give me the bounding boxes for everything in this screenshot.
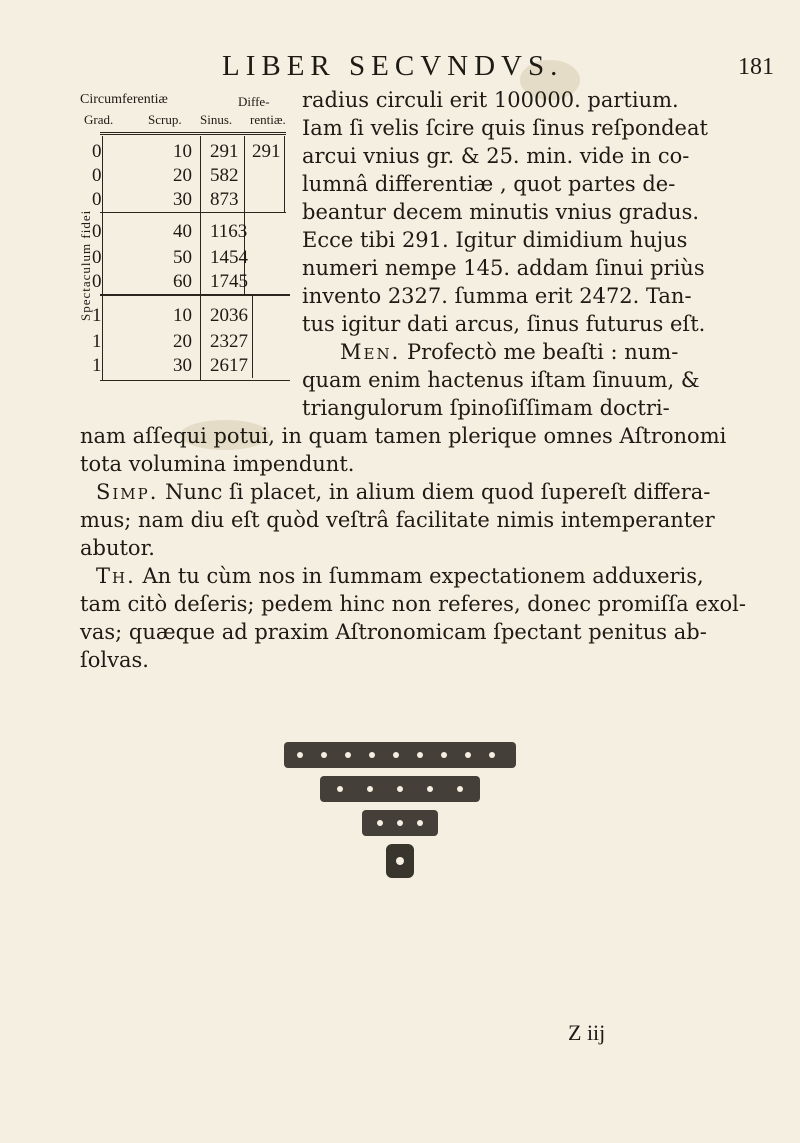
header-rentiae: rentiæ. — [250, 112, 286, 127]
text-line: tota volumina impendunt. — [80, 452, 355, 476]
difference-value: 291 — [252, 141, 281, 162]
header-grad: Grad. — [84, 112, 114, 127]
header-circumferentiae: Circumferentiæ — [80, 92, 168, 107]
cell-sinus: 873 — [210, 189, 239, 210]
text-line: ſolvas. — [80, 648, 149, 672]
text-line: quam enim hactenus iſtam ſinuum, & — [302, 368, 700, 392]
cell-grad: 1 — [92, 305, 102, 326]
cell-grad: 0 — [92, 165, 102, 186]
speaker-simp: Simp. — [96, 480, 159, 504]
text-line: invento 2327. ſumma erit 2472. Tan- — [302, 284, 692, 308]
cell-grad: 0 — [92, 221, 102, 242]
text-line: numeri nempe 145. addam ſinui priùs — [302, 256, 705, 280]
text-line: Iam ſi velis ſcire quis ſinus reſpondeat — [302, 116, 708, 140]
cell-scrup: 30 — [173, 189, 192, 210]
text-line: tam citò deſeris; pedem hinc non referes, donec promiſſa exol- — [80, 592, 746, 616]
text-line: vas; quæque ad praxim Aſtronomicam ſpectant penitus ab- — [80, 620, 707, 644]
text-line: abutor. — [80, 536, 155, 560]
cell-scrup: 30 — [173, 355, 192, 376]
text-line — [96, 478, 710, 506]
signature-mark: Z iij — [568, 1020, 606, 1045]
table-rule — [100, 380, 290, 381]
table-rule — [100, 294, 290, 296]
speaker-men: Men. — [340, 340, 401, 364]
printer-ornament-icon — [280, 742, 520, 892]
cell-grad: 0 — [92, 271, 102, 292]
cell-grad: 0 — [92, 141, 102, 162]
text-line: mus; nam diu eſt quòd veſtrâ facilitate nimis intemperanter — [80, 508, 715, 532]
cell-scrup: 10 — [173, 305, 192, 326]
cell-sinus: 582 — [210, 165, 239, 186]
text-line — [340, 338, 678, 366]
cell-scrup: 20 — [173, 165, 192, 186]
cell-sinus: 2617 — [210, 355, 248, 376]
text-line: lumnâ differentiæ , quot partes de- — [302, 172, 676, 196]
cell-sinus: 1745 — [210, 271, 248, 292]
text-line: radius circuli erit 100000. partium. — [302, 88, 679, 112]
text-line: arcui vnius gr. & 25. min. vide in co- — [302, 144, 690, 168]
table-rule — [100, 134, 286, 135]
header-scrup: Scrup. — [148, 112, 182, 127]
cell-scrup: 20 — [173, 331, 192, 352]
speaker-th: Th. — [96, 564, 136, 588]
table-rule — [100, 212, 286, 213]
table-rule — [284, 136, 285, 212]
cell-grad: 0 — [92, 247, 102, 268]
text-line: triangulorum ſpinoſiſſimam doctri- — [302, 396, 670, 420]
text-line: nam aſſequi potui, in quam tamen plerique omnes Aſtronomi — [80, 424, 727, 448]
text-line: beantur decem minutis vnius gradus. — [302, 200, 700, 224]
cell-sinus: 2036 — [210, 305, 248, 326]
cell-sinus: 291 — [210, 141, 239, 162]
running-head — [0, 50, 800, 90]
text-line — [96, 562, 704, 590]
cell-grad: 1 — [92, 355, 102, 376]
speech-text: An tu cùm nos in ſummam expectationem adduxeris, — [142, 564, 704, 588]
cell-scrup: 10 — [173, 141, 192, 162]
page-number: 181 — [738, 54, 774, 80]
table-rule — [252, 296, 253, 378]
speech-text: Profectò me beaſti : num- — [406, 340, 679, 364]
cell-grad: 0 — [92, 189, 102, 210]
table-rule — [200, 136, 201, 380]
running-title: LIBER SECVNDVS. — [222, 50, 564, 82]
cell-sinus: 2327 — [210, 331, 248, 352]
cell-grad: 1 — [92, 331, 102, 352]
cell-scrup: 50 — [173, 247, 192, 268]
cell-scrup: 60 — [173, 271, 192, 292]
speech-text: Nunc ſi placet, in alium diem quod ſupereſt differa- — [165, 480, 711, 504]
header-sinus: Sinus. — [200, 112, 233, 127]
text-line: tus igitur dati arcus, ſinus futurus eſt. — [302, 312, 706, 336]
cell-scrup: 40 — [173, 221, 192, 242]
table-side-label: Spectaculum fidei — [78, 209, 93, 321]
ornament-row-1 — [284, 742, 516, 768]
table-rule — [100, 132, 286, 133]
cell-sinus: 1163 — [210, 221, 248, 242]
header-differentiae: Diffe- — [238, 94, 270, 109]
text-line: Ecce tibi 291. Igitur dimidium hujus — [302, 228, 688, 252]
cell-sinus: 1454 — [210, 247, 248, 268]
